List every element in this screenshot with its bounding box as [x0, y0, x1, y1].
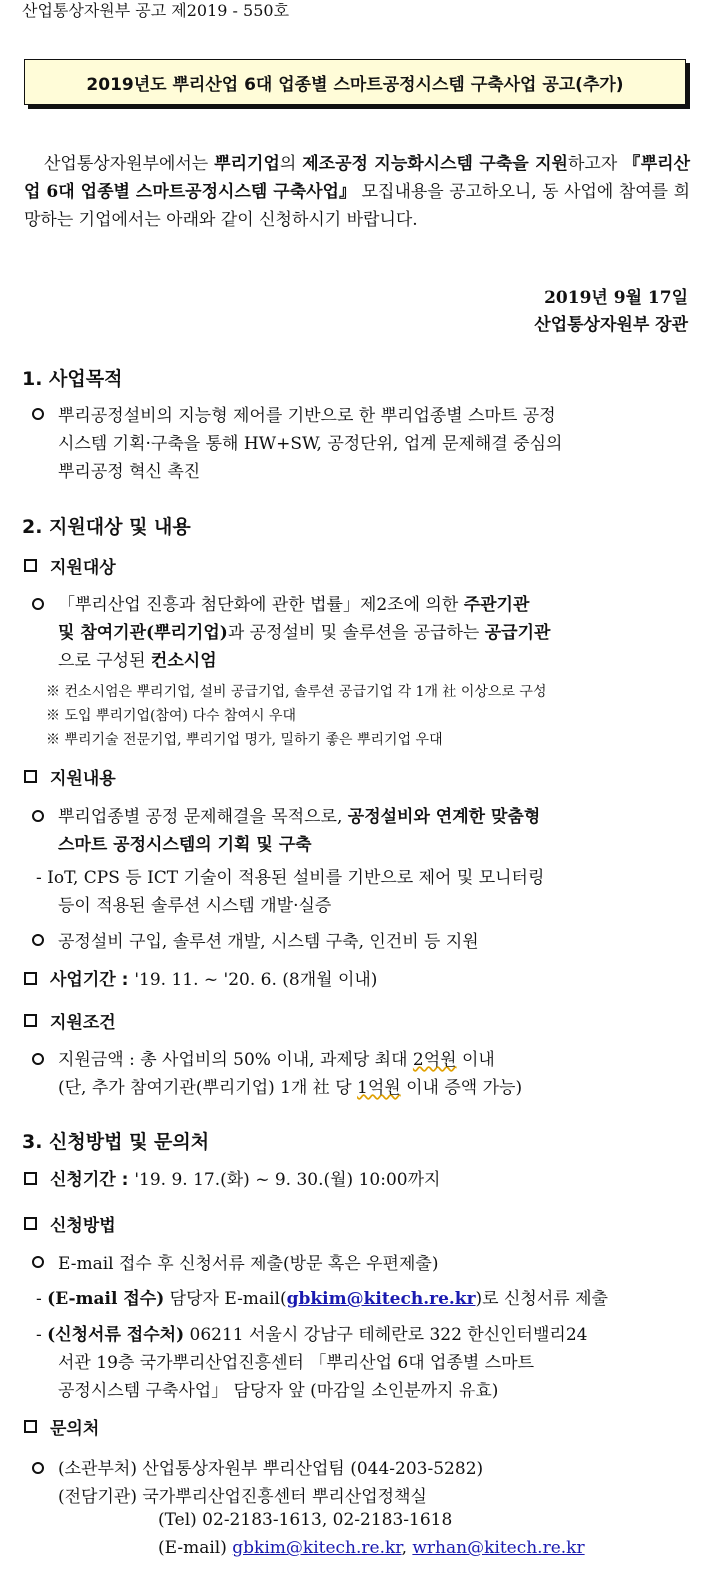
intro-bold: 뿌리기업: [214, 154, 280, 174]
s3-contact-line1: (소관부처) 산업통상자원부 뿌리산업팀 (044-203-5282): [58, 1459, 484, 1479]
circle-bullet-icon: [32, 934, 44, 946]
title-box: [24, 59, 686, 105]
cond-text: 지원금액 : 총 사업비의 50% 이내, 과제당 최대: [58, 1050, 413, 1070]
intro-bold: 제조공정 지능화시스템 구축을 지원: [302, 154, 568, 174]
target-note-2: ※ 도입 뿌리기업(참여) 다수 참여시 우대: [46, 708, 297, 724]
circle-bullet-icon: [32, 598, 44, 610]
intro-text: 의: [279, 154, 303, 174]
circle-bullet-icon: [32, 408, 44, 420]
method-text: -: [36, 1289, 48, 1309]
page-title: 2019년도 뿌리산업 6대 업종별 스마트공정시스템 구축사업 공고(추가): [86, 74, 624, 95]
cond-text: 이내 증액 가능): [400, 1078, 523, 1098]
notice-number: 산업통상자원부 공고 제2019 - 550호: [22, 1, 290, 20]
circle-bullet-icon: [32, 1256, 44, 1268]
s3-contact-line3: (Tel) 02-2183-1613, 02-2183-1618: [158, 1510, 453, 1530]
checkbox-square-icon: [24, 770, 37, 783]
s2-content-dash2: 등이 적용된 솔루션 시스템 개발·실증: [58, 896, 332, 916]
s2-target-line2: [58, 618, 550, 643]
notice-signatory: 산업통상자원부 장관: [534, 315, 688, 335]
s2-content-line2: 스마트 공정시스템의 기획 및 구축: [58, 835, 312, 855]
s3-method-dash1: [36, 1284, 608, 1309]
s3-period: [50, 1165, 440, 1190]
intro-bold: 『뿌리산업 6대 업종별 스마트공정시스템 구축사업』: [24, 154, 690, 202]
contact-text: ,: [401, 1538, 413, 1558]
section-3-heading: 3. 신청방법 및 문의처: [22, 1131, 210, 1153]
checkbox-square-icon: [24, 1014, 37, 1027]
s3-method-title: 신청방법: [50, 1216, 116, 1236]
section-1-heading: 1. 사업목적: [22, 368, 123, 390]
s3-method-dash2-line2: 서관 19층 국가뿌리산업진흥센터 「뿌리산업 6대 업종별 스마트: [58, 1353, 534, 1373]
email-link[interactable]: gbkim@kitech.re.kr: [286, 1289, 476, 1309]
target-text: 「뿌리산업 진흥과 첨단화에 관한 법률」제2조에 의한: [58, 595, 464, 615]
s3-contact-line2: (전담기관) 국가뿌리산업진흥센터 뿌리산업정책실: [58, 1487, 427, 1507]
target-note-1: ※ 컨소시엄은 뿌리기업, 설비 공급기업, 솔루션 공급기업 각 1개 社 이상으로 구성: [46, 684, 547, 700]
s2-content-item2: 공정설비 구입, 솔루션 개발, 시스템 구축, 인건비 등 지원: [58, 932, 479, 952]
s3-contact-line4: [158, 1538, 585, 1558]
s2-target-title: 지원대상: [50, 558, 116, 578]
s1-item-line1: 뿌리공정설비의 지능형 제어를 기반으로 한 뿌리업종별 스마트 공정: [58, 406, 556, 426]
section-2-heading: 2. 지원대상 및 내용: [22, 516, 191, 538]
s3-method-dash2-line3: 공정시스템 구축사업」 담당자 앞 (마감일 소인분까지 유효): [58, 1381, 499, 1401]
s2-target-line1: [58, 590, 529, 615]
content-text: 뿌리업종별 공정 문제해결을 목적으로,: [58, 807, 348, 827]
email-link[interactable]: wrhan@kitech.re.kr: [412, 1538, 585, 1558]
s1-item-line3: 뿌리공정 혁신 촉진: [58, 462, 201, 482]
cond-amount: 1억원: [357, 1078, 401, 1098]
apply-period-value: '19. 9. 17.(화) ~ 9. 30.(월) 10:00까지: [134, 1170, 441, 1190]
s3-contact-title: 문의처: [50, 1419, 100, 1439]
s2-content-dash1: - IoT, CPS 등 ICT 기술이 적용된 설비를 기반으로 제어 및 모니터링: [36, 868, 545, 888]
target-bold: 및 참여기관(뿌리기업): [58, 623, 228, 643]
checkbox-square-icon: [24, 1172, 37, 1185]
content-bold: 공정설비와 연계한 맞춤형: [347, 807, 541, 827]
target-bold: 컨소시엄: [150, 651, 217, 671]
checkbox-square-icon: [24, 1217, 37, 1230]
method-bold: (신청서류 접수처): [47, 1325, 185, 1345]
method-bold: (E-mail 접수): [47, 1289, 165, 1309]
cond-text: (단, 추가 참여기관(뿌리기업) 1개 社 당: [58, 1078, 358, 1098]
intro-text: 모집내용을 공고하오니, 동 사업에 참여를 희망하는 기업에서는 아래와 같이 신청하시기 바랍니다.: [24, 182, 690, 230]
email-link[interactable]: gbkim@kitech.re.kr: [232, 1538, 402, 1558]
s3-method-dash2: [36, 1320, 587, 1345]
intro-text: 산업통상자원부에서는: [44, 154, 215, 174]
target-bold: 주관기관: [463, 595, 530, 615]
contact-text: (E-mail): [158, 1538, 233, 1558]
circle-bullet-icon: [32, 810, 44, 822]
method-text: 06211 서울시 강남구 테헤란로 322 한신인터밸리24: [184, 1325, 588, 1345]
method-text: -: [36, 1325, 48, 1345]
cond-amount: 2억원: [412, 1050, 457, 1070]
cond-text: 이내: [456, 1050, 495, 1070]
period-value: '19. 11. ~ '20. 6. (8개월 이내): [134, 970, 378, 990]
s2-cond-line2: [58, 1073, 522, 1098]
circle-bullet-icon: [32, 1053, 44, 1065]
checkbox-square-icon: [24, 1420, 37, 1433]
method-text: 담당자 E-mail(: [164, 1289, 287, 1309]
target-text: 과 공정설비 및 솔루션을 공급하는: [227, 623, 485, 643]
period-label: 사업기간 :: [50, 970, 135, 990]
checkbox-square-icon: [24, 559, 37, 572]
s2-cond-line1: [58, 1045, 495, 1070]
s3-method-item: E-mail 접수 후 신청서류 제출(방문 혹은 우편제출): [58, 1254, 439, 1274]
s2-target-line3: [58, 646, 217, 671]
intro-text: 하고자: [567, 154, 624, 174]
method-text: )로 신청서류 제출: [475, 1289, 608, 1309]
checkbox-square-icon: [24, 972, 37, 985]
s2-cond-title: 지원조건: [50, 1013, 116, 1033]
notice-date: 2019년 9월 17일: [544, 288, 688, 308]
target-note-3: ※ 뿌리기술 전문기업, 뿌리기업 명가, 밀하기 좋은 뿌리기업 우대: [46, 732, 443, 748]
circle-bullet-icon: [32, 1462, 44, 1474]
s2-content-line1: [58, 802, 540, 827]
target-text: 으로 구성된: [58, 651, 151, 671]
s1-item-line2: 시스템 기획·구축을 통해 HW+SW, 공정단위, 업계 문제해결 중심의: [58, 434, 563, 454]
apply-period-label: 신청기간 :: [50, 1170, 135, 1190]
target-bold: 공급기관: [484, 623, 551, 643]
intro-paragraph: [24, 150, 690, 234]
s2-content-title: 지원내용: [50, 769, 116, 789]
s2-period: [50, 965, 377, 990]
